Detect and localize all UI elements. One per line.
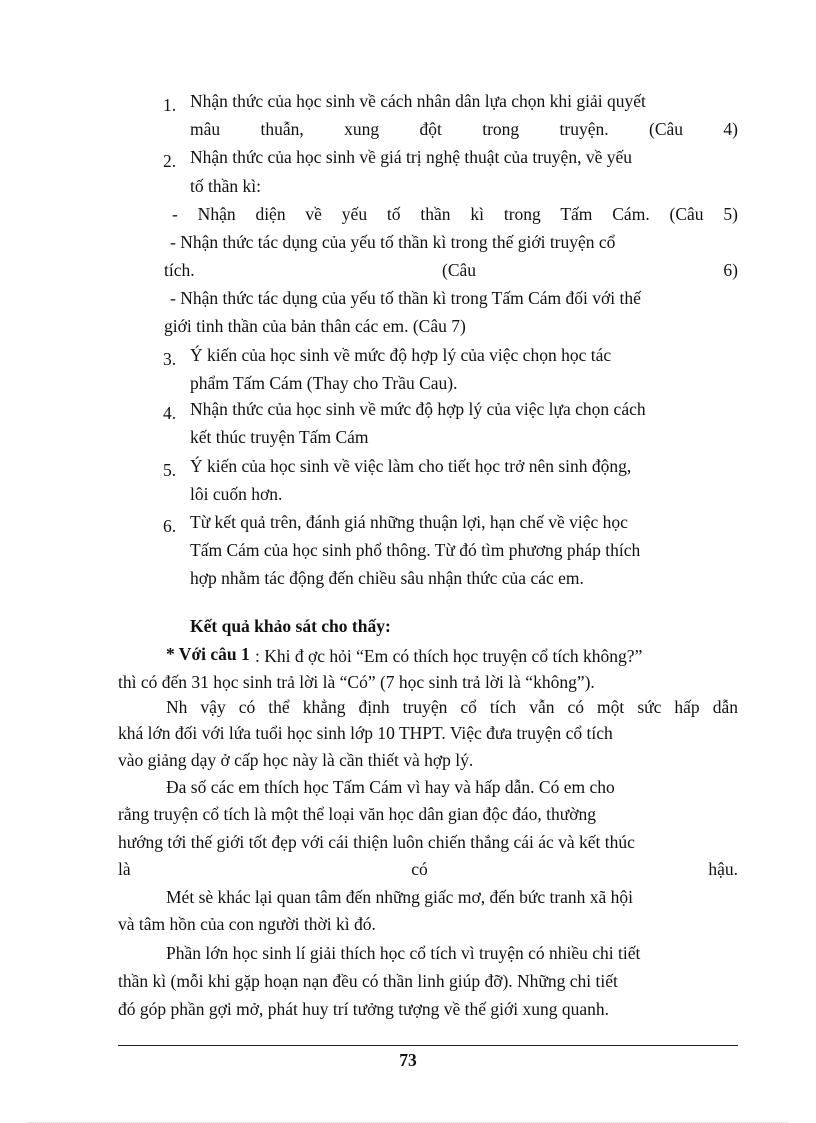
sub-line: - Nhận thức tác dụng của yếu tố thần kì trong thế giới truyện cổ (170, 232, 616, 252)
item-line: Ý kiến của học sinh về việc làm cho tiết học trở nên sinh động, (190, 456, 632, 476)
body-line: khá lớn đối với lứa tuổi học sinh lớp 10 THPT. Việc đưa truyện cổ tích (118, 723, 613, 743)
question-label: * Với câu 1 (166, 644, 250, 664)
body-line: là có hậu. (118, 859, 738, 879)
footer-divider (118, 1045, 738, 1046)
sub-line: giới tinh thần của bản thân các em. (Câu 7) (164, 316, 466, 336)
body-line: rằng truyện cổ tích là một thể loại văn học dân gian độc đáo, thường (118, 804, 596, 824)
item-number: 2. (163, 151, 177, 171)
body-line: thần kì (mỗi khi gặp hoạn nạn đều có thần linh giúp đỡ). Những chi tiết (118, 971, 618, 991)
body-line: thì có đến 31 học sinh trả lời là “Có” (7 học sinh trả lời là “không”). (118, 672, 595, 692)
item-number: 5. (163, 460, 177, 480)
item-number: 3. (163, 349, 177, 369)
item-line: phẩm Tấm Cám (Thay cho Trầu Cau). (190, 373, 458, 393)
item-number: 6. (163, 516, 177, 536)
item-line: Ý kiến của học sinh về mức độ hợp lý của việc chọn học tác (190, 345, 612, 365)
sub-line: - Nhận thức tác dụng của yếu tố thần kì trong Tấm Cám đối với thế (170, 288, 641, 308)
item-number: 1. (163, 95, 177, 115)
sub-line: tích. (Câu 6) (164, 260, 738, 280)
body-line: và tâm hồn của con người thời kì đó. (118, 914, 376, 934)
page-number: 73 (399, 1050, 417, 1070)
body-line: Đa số các em thích học Tấm Cám vì hay và hấp dẫn. Có em cho (166, 777, 615, 797)
body-line: đó góp phần gợi mở, phát huy trí tưởng tượng về thế giới xung quanh. (118, 999, 610, 1019)
body-line: vào giảng dạy ở cấp học này là cần thiết và hợp lý. (118, 750, 474, 770)
body-line: Phần lớn học sinh lí giải thích học cổ tích vì truyện có nhiều chi tiết (166, 943, 641, 963)
item-line: mâu thuẫn, xung đột trong truyện. (Câu 4) (190, 119, 738, 139)
item-line: Nhận thức của học sinh về cách nhân dân lựa chọn khi giải quyết (190, 91, 646, 111)
item-line: Nhận thức của học sinh về giá trị nghệ thuật của truyện, về yếu (190, 147, 632, 167)
item-line: kết thúc truyện Tấm Cám (190, 427, 369, 447)
item-line: Tấm Cám của học sinh phổ thông. Từ đó tìm phương pháp thích (190, 540, 641, 560)
item-line: hợp nhằm tác động đến chiều sâu nhận thức của các em. (190, 568, 584, 588)
item-number: 4. (163, 403, 177, 423)
item-line: tố thần kì: (190, 176, 261, 196)
body-line: : Khi đ ợc hỏi “Em có thích học truyện cổ tích không?” (255, 646, 643, 666)
body-line: Mét sè khác lại quan tâm đến những giấc mơ, đến bức tranh xã hội (166, 887, 634, 907)
body-line: Nh vậy có thể khẳng định truyện cổ tích vẫn có một sức hấp dẫn (166, 697, 738, 717)
item-line: Nhận thức của học sinh về mức độ hợp lý của việc lựa chọn cách (190, 399, 646, 419)
section-heading: Kết quả khảo sát cho thấy: (190, 616, 391, 636)
item-line: lôi cuốn hơn. (190, 484, 283, 504)
sub-line: - Nhận diện về yếu tố thần kì trong Tấm Cám. (Câu 5) (172, 204, 738, 224)
item-line: Từ kết quả trên, đánh giá những thuận lợi, hạn chế về việc học (190, 512, 628, 532)
body-line: hướng tới thế giới tốt đẹp với cái thiện luôn chiến thắng cái ác và kết thúc (118, 832, 635, 852)
